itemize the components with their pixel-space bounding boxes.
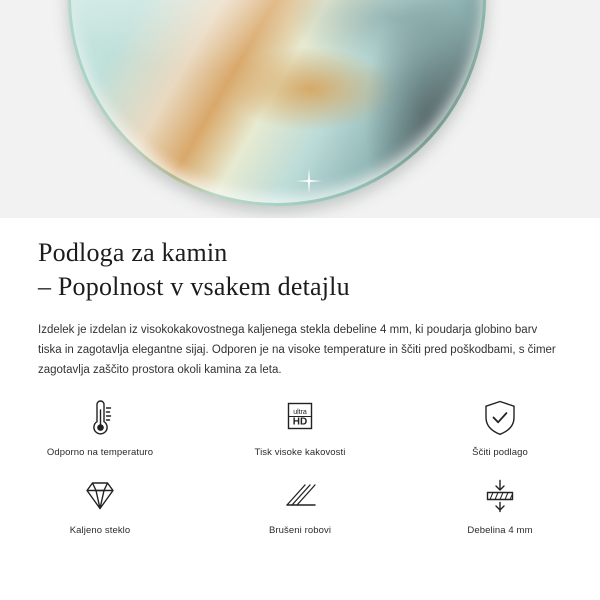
page-title-line-2: – Popolnost v vsakem detajlu bbox=[38, 272, 350, 301]
svg-text:ultra: ultra bbox=[293, 409, 307, 416]
feature-item-thickness bbox=[400, 468, 600, 546]
feature-item-temperature bbox=[0, 390, 200, 468]
feature-label: Odporno na temperaturo bbox=[46, 447, 154, 458]
description-paragraph: Izdelek je izdelan iz visokokakovostnega kaljenega stekla debeline 4 mm, ki poudarja globino barv tiska in zagotavlja elegantne sijaj. Odporen je na visoke temperature in ščiti pred poškodbami, s čimer zagotavlja zaščito prostora okoli kamina za leta. bbox=[38, 324, 556, 376]
svg-text:HD: HD bbox=[292, 416, 308, 428]
hero-image bbox=[0, 0, 600, 218]
feature-item-protects-surface bbox=[400, 390, 600, 468]
page-title-line-1: Podloga za kamin bbox=[38, 238, 228, 267]
content-block bbox=[0, 218, 600, 380]
feature-label: Tisk visoke kakovosti bbox=[254, 447, 346, 458]
diamond-icon bbox=[80, 474, 120, 518]
polished-edges-icon bbox=[281, 474, 319, 518]
feature-label: Brušeni robovi bbox=[268, 525, 332, 536]
page-title bbox=[0, 218, 600, 304]
glass-board-image bbox=[68, 0, 486, 206]
thermometer-icon bbox=[83, 396, 117, 440]
feature-label: Ščiti podlago bbox=[472, 447, 528, 458]
shield-check-icon bbox=[482, 396, 518, 440]
ultra-hd-icon bbox=[282, 396, 318, 440]
feature-item-print-quality bbox=[200, 390, 400, 468]
feature-grid bbox=[0, 390, 600, 546]
feature-label: Debelina 4 mm bbox=[467, 525, 533, 536]
feature-label: Kaljeno steklo bbox=[69, 525, 131, 536]
thickness-arrows-icon bbox=[481, 474, 519, 518]
feature-item-polished-edges bbox=[200, 468, 400, 546]
feature-item-tempered-glass bbox=[0, 468, 200, 546]
